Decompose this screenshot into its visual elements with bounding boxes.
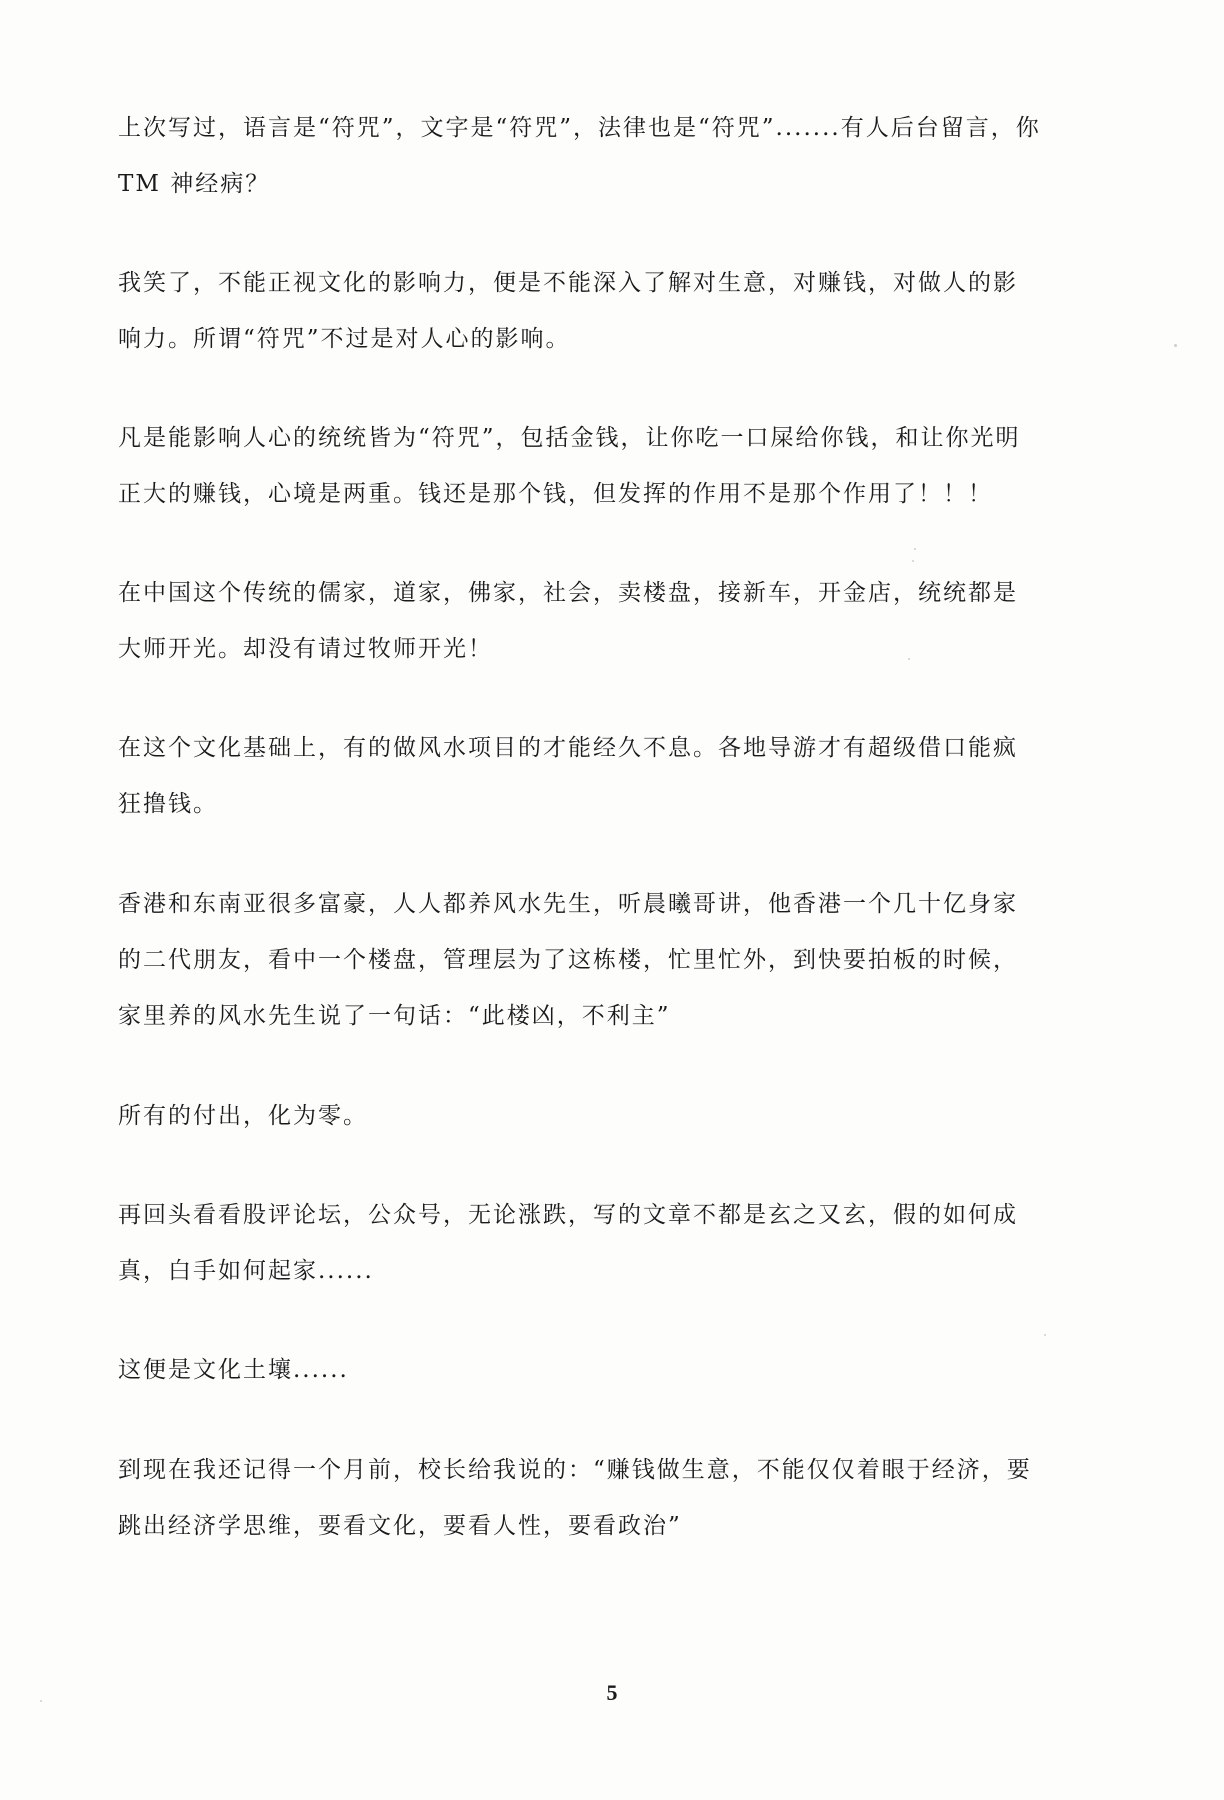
paragraph-line: 到现在我还记得一个月前，校长给我说的：“赚钱做生意，不能仅仅着眼于经济，要 — [118, 1457, 1032, 1483]
paragraph-line: 在中国这个传统的儒家，道家，佛家，社会，卖楼盘，接新车，开金店，统统都是 — [118, 580, 1018, 606]
paragraph-line: TM 神经病？ — [118, 171, 271, 197]
paragraph — [118, 255, 1078, 367]
paragraph-line: 所有的付出，化为零。 — [118, 1103, 368, 1129]
paragraph-line: 真，白手如何起家...... — [118, 1258, 374, 1284]
scan-speck — [1044, 1334, 1046, 1336]
scan-speck — [912, 560, 914, 562]
scan-speck — [914, 548, 916, 550]
paragraph-line: 凡是能影响人心的统统皆为“符咒”，包括金钱，让你吃一口屎给你钱，和让你光明 — [118, 425, 1021, 451]
scan-speck — [40, 1700, 42, 1702]
paragraph-line: 的二代朋友，看中一个楼盘，管理层为了这栋楼，忙里忙外，到快要拍板的时候， — [118, 947, 1018, 973]
paragraph-line: 狂撸钱。 — [118, 791, 218, 817]
paragraph-line: 这便是文化土壤...... — [118, 1357, 349, 1383]
paragraph — [118, 410, 1078, 522]
paragraph-line: 大师开光。却没有请过牧师开光！ — [118, 636, 493, 662]
paragraph — [118, 876, 1078, 1044]
paragraph — [118, 1187, 1078, 1299]
paragraph-line: 家里养的风水先生说了一句话：“此楼凶，不利主” — [118, 1003, 671, 1029]
paragraph — [118, 100, 1078, 212]
paragraph-line: 在这个文化基础上，有的做风水项目的才能经久不息。各地导游才有超级借口能疯 — [118, 735, 1018, 761]
paragraph-line: 香港和东南亚很多富豪，人人都养风水先生，听晨曦哥讲，他香港一个几十亿身家 — [118, 891, 1018, 917]
scan-speck — [908, 658, 910, 660]
scan-speck — [1174, 344, 1177, 347]
paragraph-line: 上次写过，语言是“符咒”，文字是“符咒”，法律也是“符咒”.......有人后台留言，你 — [118, 115, 1041, 141]
paragraph — [118, 565, 1078, 677]
paragraph — [118, 1088, 1078, 1144]
paragraph-line: 响力。所谓“符咒”不过是对人心的影响。 — [118, 326, 571, 352]
paragraph — [118, 1342, 1078, 1398]
paragraph-line: 再回头看看股评论坛，公众号，无论涨跌，写的文章不都是玄之又玄，假的如何成 — [118, 1202, 1018, 1228]
paragraph-line: 跳出经济学思维，要看文化，要看人性，要看政治” — [118, 1513, 682, 1539]
page-number: 5 — [606, 1680, 618, 1705]
paragraph-line: 我笑了，不能正视文化的影响力，便是不能深入了解对生意，对赚钱，对做人的影 — [118, 270, 1018, 296]
paragraph — [118, 1442, 1078, 1554]
paragraph — [118, 720, 1078, 832]
paragraph-line: 正大的赚钱，心境是两重。钱还是那个钱，但发挥的作用不是那个作用了！！！ — [118, 481, 993, 507]
